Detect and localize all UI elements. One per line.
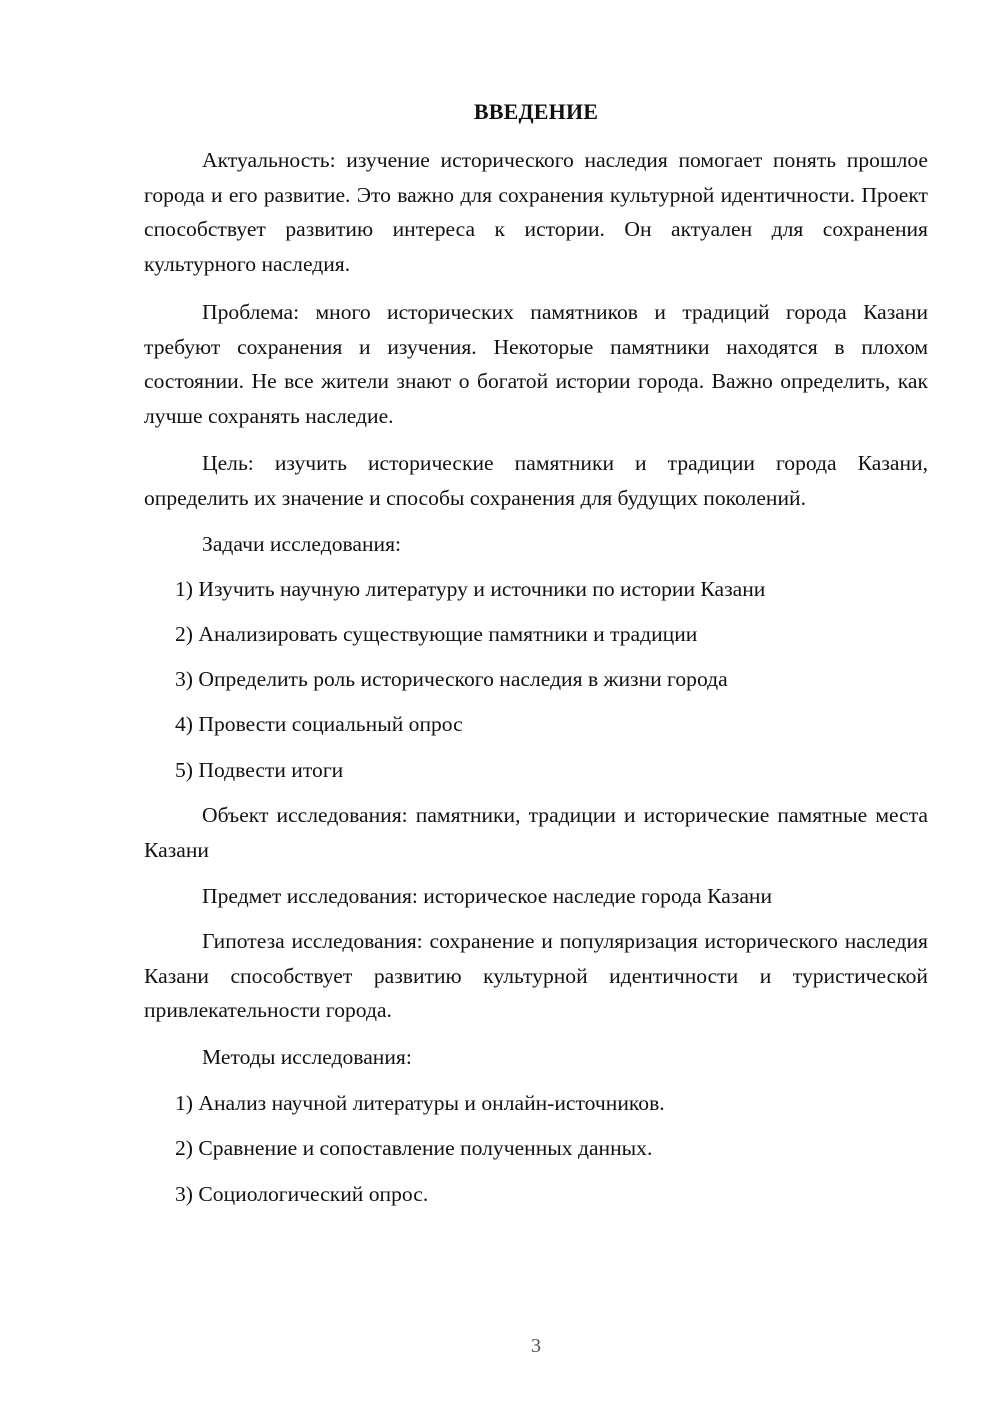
task-item: 5) Подвести итоги (175, 758, 344, 782)
method-item: 1) Анализ научной литературы и онлайн-источников. (175, 1091, 665, 1115)
hypothesis-paragraph: Гипотеза исследования: сохранение и популяризация исторического наследия Казани способствует развитию культурной идентичности и туристической привлекательности города. (144, 929, 928, 1022)
tasks-heading: Задачи исследования: (202, 532, 402, 556)
task-item: 3) Определить роль исторического наследия в жизни города (175, 667, 728, 691)
methods-heading: Методы исследования: (202, 1045, 412, 1069)
goal-paragraph: Цель: изучить исторические памятники и традиции города Казани, определить их значение и способы сохранения для будущих поколений. (144, 451, 928, 510)
task-item: 2) Анализировать существующие памятники и традиции (175, 622, 698, 646)
relevance-paragraph: Актуальность: изучение исторического наследия помогает понять прошлое города и его развитие. Это важно для сохранения культурной идентичности. Проект способствует развитию интереса к истории. Он актуален для сохранения культурного наследия. (144, 148, 928, 276)
task-item: 4) Провести социальный опрос (175, 712, 463, 736)
task-item: 1) Изучить научную литературу и источники по истории Казани (175, 577, 766, 601)
method-item: 3) Социологический опрос. (175, 1182, 429, 1206)
problem-paragraph: Проблема: много исторических памятников и традиций города Казани требуют сохранения и изучения. Некоторые памятники находятся в плохом состоянии. Не все жители знают о богатой истории города. Важно определить, как лучше сохранять наследие. (144, 300, 928, 428)
subject-paragraph: Предмет исследования: историческое наследие города Казани (202, 884, 773, 908)
method-item: 2) Сравнение и сопоставление полученных данных. (175, 1136, 653, 1160)
object-paragraph: Объект исследования: памятники, традиции и исторические памятные места Казани (144, 803, 928, 862)
page-title: ВВЕДЕНИЕ (473, 99, 599, 124)
page-number: 3 (531, 1335, 541, 1357)
